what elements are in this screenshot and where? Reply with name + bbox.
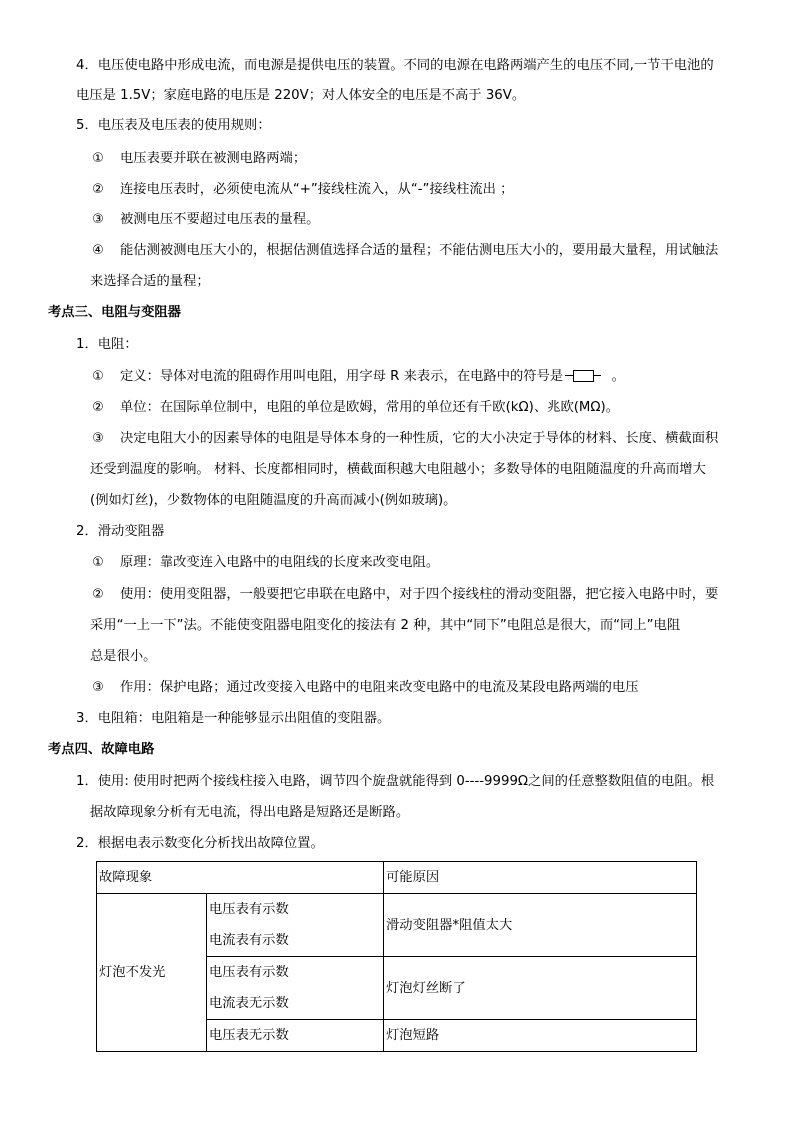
point5-item-2	[90, 181, 513, 199]
readings-cell	[207, 894, 384, 957]
item-number: ③	[92, 431, 104, 446]
reading: 电流表有示数	[209, 933, 289, 948]
cause-cell: 滑动变阻器*阻值太大	[384, 894, 697, 957]
item-text: 定义：导体对电流的阻碍作用叫电阻，用字母 R 来表示，在电路中的符号是	[120, 369, 564, 384]
rheostat-principle	[90, 554, 439, 572]
item-number: ②	[92, 587, 104, 602]
rheostat-function	[90, 679, 639, 697]
item-number: ①	[92, 369, 104, 384]
item-text: 决定电阻大小的因素导体的电阻是导体本身的一种性质，它的大小决定于导体的材料、长度、横截面积	[120, 431, 719, 446]
item-tail: 。	[611, 369, 625, 384]
resistance-box: 3．电阻箱：电阻箱是一种能够显示出阻值的变阻器。	[76, 711, 391, 726]
resistance-unit	[90, 399, 619, 417]
item-text: 单位：在国际单位制中，电阻的单位是欧姆，常用的单位还有千欧(kΩ)、兆欧(MΩ)。	[120, 400, 620, 415]
item-text: 作用：保护电路；通过改变接入电路中的电阻来改变电路中的电流及某段电路两端的电压	[120, 680, 639, 695]
section4-use-line1: 1．使用: 使用时把两个接线柱接入电路，调节四个旋盘就能得到 0----9999Ω之间的任意整数阻值的电阻。根	[76, 774, 715, 789]
readings-cell	[207, 1020, 384, 1052]
item-number: ③	[92, 680, 104, 695]
item-text: 使用：使用变阻器，一般要把它串联在电路中，对于四个接线柱的滑动变阻器，把它接入电路中时，要	[120, 587, 719, 602]
cause-cell: 灯泡灯丝断了	[384, 957, 697, 1020]
section4-analysis-title: 2．根据电表示数变化分析找出故障位置。	[76, 836, 324, 851]
table-header-row	[97, 862, 697, 894]
resistance-title: 1．电阻：	[76, 337, 138, 352]
item-number: ③	[92, 212, 104, 227]
resistance-factor-line3: (例如灯丝)，少数物体的电阻随温度的升高而减小(例如玻璃)。	[90, 493, 457, 508]
section4-use-line2: 据故障现象分析有无电流，得出电路是短路还是断路。	[90, 805, 410, 820]
reading: 电压表有示数	[209, 965, 289, 980]
point5-item-4	[90, 242, 718, 260]
readings-cell	[207, 957, 384, 1020]
resistance-factor-line1	[90, 430, 718, 448]
rheostat-use-line3: 总是很小。	[90, 649, 157, 664]
fault-table	[96, 861, 697, 1052]
resistor-symbol-icon	[565, 370, 601, 382]
point5-item-1	[90, 150, 306, 168]
point4-line2: 电压是 1.5V；家庭电路的电压是 220V；对人体安全的电压是不高于 36V。	[76, 88, 526, 103]
cause-cell: 灯泡短路	[384, 1020, 697, 1052]
resistance-factor-line2: 还受到温度的影响。 材料、长度都相同时，横截面积越大电阻越小；多数导体的电阻随温度的升高而增大	[90, 462, 706, 477]
reading: 电压表有示数	[209, 902, 289, 917]
item-text: 被测电压不要超过电压表的量程。	[120, 212, 320, 227]
item-number: ②	[92, 400, 104, 415]
section3-heading: 考点三、电阻与变阻器	[48, 305, 181, 320]
item-text: 连接电压表时，必须使电流从“+”接线柱流入，从“-”接线柱流出 ；	[120, 182, 514, 197]
point5-item-3	[90, 211, 319, 229]
item-number: ①	[92, 151, 104, 166]
section4-heading: 考点四、故障电路	[48, 742, 155, 757]
resistance-definition	[90, 368, 625, 386]
item-number: ①	[92, 555, 104, 570]
phenomenon-cell: 灯泡不发光	[97, 894, 207, 1052]
point5-title: 5．电压表及电压表的使用规则：	[76, 118, 271, 133]
reading: 电流表无示数	[209, 996, 289, 1011]
item-text: 能估测被测电压大小的，根据估测值选择合适的量程；不能估测电压大小的，要用最大量程，用试触法	[120, 243, 719, 258]
point5-item-4-cont: 来选择合适的量程；	[90, 274, 210, 289]
header-phenomenon: 故障现象	[97, 862, 384, 894]
reading: 电压表无示数	[209, 1028, 289, 1043]
rheostat-title: 2．滑动变阻器	[76, 524, 165, 539]
item-number: ②	[92, 182, 104, 197]
item-text: 电压表要并联在被测电路两端；	[120, 151, 307, 166]
point4-line1: 4．电压使电路中形成电流，而电源是提供电压的装置。不同的电源在电路两端产生的电压不同,一节干电池的	[76, 58, 714, 73]
table-row	[97, 894, 697, 957]
rheostat-use-line2: 采用“一上一下”法。不能使变阻器电阻变化的接法有 2 种，其中“同下”电阻总是很大，而“同上”电阻	[90, 618, 681, 633]
rheostat-use-line1	[90, 586, 718, 604]
header-cause: 可能原因	[384, 862, 697, 894]
item-number: ④	[92, 243, 104, 258]
item-text: 原理：靠改变连入电路中的电阻线的长度来改变电阻。	[120, 555, 440, 570]
